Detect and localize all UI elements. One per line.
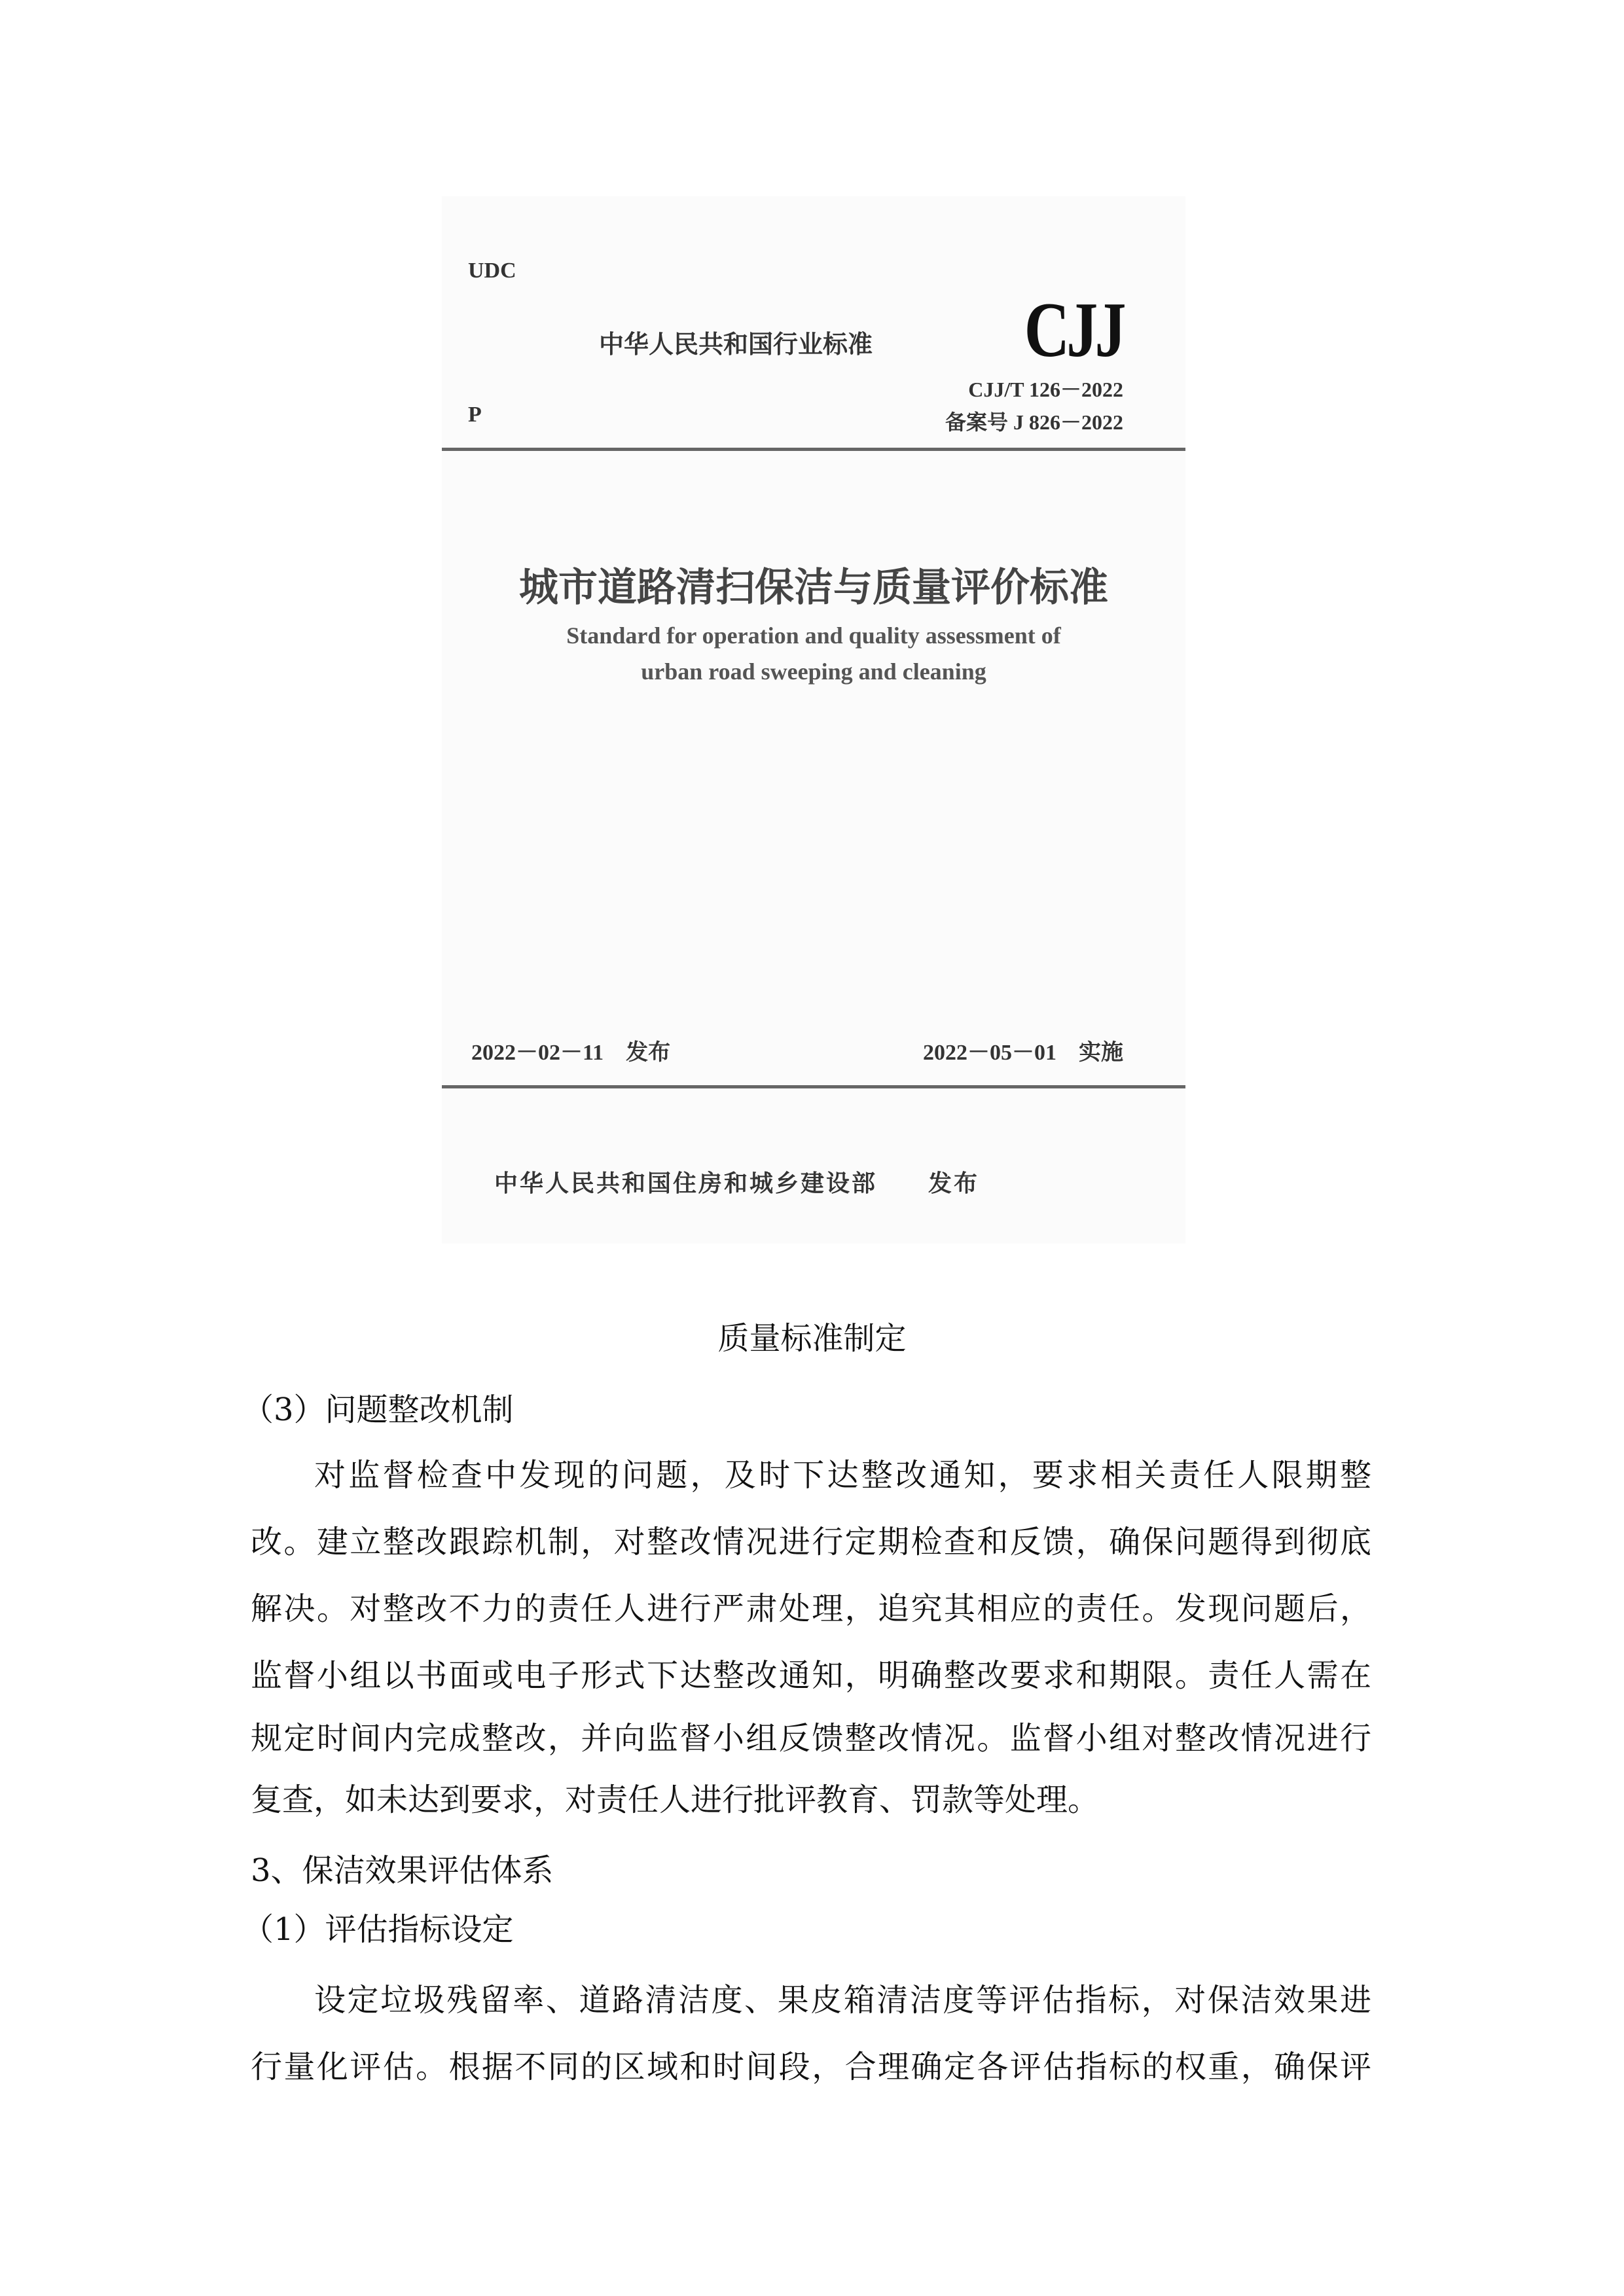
heading-rectification-mechanism: （3）问题整改机制 <box>242 1391 514 1428</box>
record-number: 备案号 J 826－2022 <box>945 410 1123 434</box>
issuer-header: 中华人民共和国行业标准 <box>599 331 873 359</box>
paragraph-line: 设定垃圾残留率、道路清洁度、果皮箱清洁度等评估指标，对保洁效果进 <box>314 1982 1371 2018</box>
publisher: 中华人民共和国住房和城乡建设部 发布 <box>494 1170 980 1196</box>
paragraph-line: 行量化评估。根据不同的区域和时间段，合理确定各评估指标的权重，确保评 <box>251 2049 1371 2085</box>
heading-evaluation-indicators: （1）评估指标设定 <box>242 1911 514 1948</box>
cjj-logo: CJJ <box>1024 286 1123 373</box>
cover-title-cn: 城市道路清扫保洁与质量评价标准 <box>519 566 1108 609</box>
figure-caption: 质量标准制定 <box>717 1320 907 1357</box>
paragraph-line: 解决。对整改不力的责任人进行严肃处理，追究其相应的责任。发现问题后， <box>251 1590 1371 1627</box>
standard-number: CJJ/T 126－2022 <box>968 378 1123 401</box>
paragraph-line: 监督小组以书面或电子形式下达整改通知，明确整改要求和期限。责任人需在 <box>251 1657 1371 1694</box>
top-rule <box>442 448 1185 451</box>
release-date: 2022－02－11 发布 <box>471 1041 671 1065</box>
paragraph-line: 复查，如未达到要求，对责任人进行批评教育、罚款等处理。 <box>251 1782 1100 1818</box>
paragraph-line: 规定时间内完成整改，并向监督小组反馈整改情况。监督小组对整改情况进行 <box>251 1720 1371 1757</box>
udc-label: UDC <box>468 259 516 283</box>
effective-date: 2022－05－01 实施 <box>923 1041 1123 1065</box>
paragraph-line: 对监督检查中发现的问题，及时下达整改通知，要求相关责任人限期整 <box>314 1457 1371 1494</box>
category-label: P <box>468 403 482 427</box>
heading-evaluation-system: 3、保洁效果评估体系 <box>251 1852 554 1889</box>
standard-cover-image <box>442 196 1185 1244</box>
bottom-rule <box>442 1085 1185 1088</box>
paragraph-line: 改。建立整改跟踪机制，对整改情况进行定期检查和反馈，确保问题得到彻底 <box>251 1524 1371 1560</box>
cover-title-en-2: urban road sweeping and cleaning <box>641 658 986 685</box>
cover-title-en-1: Standard for operation and quality assessment of <box>566 622 1061 649</box>
